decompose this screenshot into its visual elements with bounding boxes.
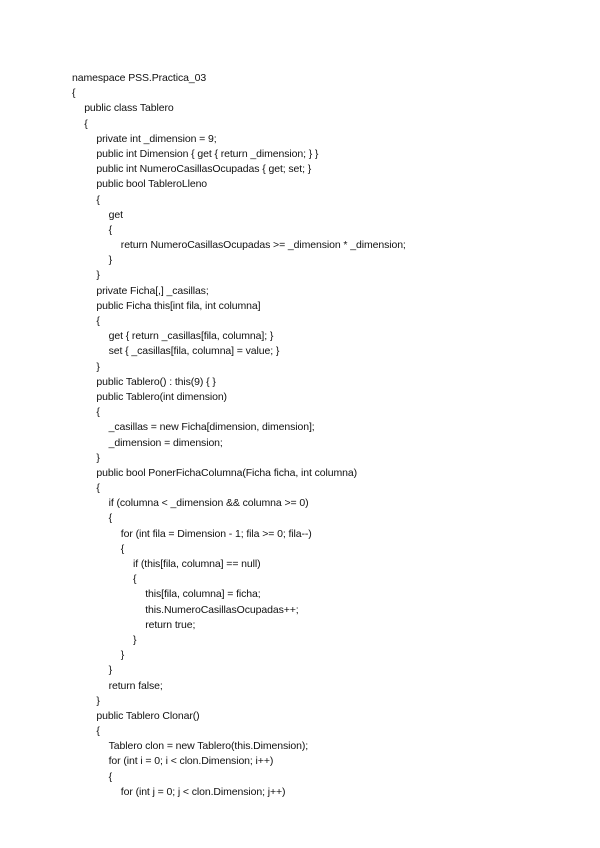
code-line: private int _dimension = 9;	[96, 132, 217, 145]
code-line: Tablero clon = new Tablero(this.Dimension);	[108, 740, 309, 753]
code-line: public int Dimension { get { return _dimension; } }	[96, 147, 319, 160]
code-line: this.NumeroCasillasOcupadas++;	[145, 603, 299, 616]
code-line: _dimension = dimension;	[108, 436, 223, 449]
code-line: return false;	[108, 679, 163, 692]
code-line: public int NumeroCasillasOcupadas { get; set; }	[96, 163, 312, 176]
code-line: {	[96, 482, 100, 495]
code-line: if (this[fila, columna] == null)	[133, 558, 261, 570]
code-line: {	[108, 770, 113, 783]
code-line: {	[133, 573, 137, 586]
code-line: {	[96, 193, 100, 206]
code-line: {	[108, 223, 113, 236]
code-line: }	[108, 254, 113, 267]
code-line: {	[96, 406, 100, 419]
code-line: if (columna < _dimension && columna >= 0)	[108, 497, 309, 510]
code-line: get { return _casillas[fila, columna]; }	[108, 330, 274, 343]
code-line: for (int j = 0; j < clon.Dimension; j++)	[120, 785, 286, 798]
code-line: public class Tablero	[84, 102, 174, 115]
code-line: {	[72, 87, 76, 100]
code-line: public bool PonerFichaColumna(Ficha ficha, int columna)	[96, 466, 358, 479]
code-line: }	[96, 269, 100, 282]
code-line: return NumeroCasillasOcupadas >= _dimension * _dimension;	[120, 239, 406, 252]
code-line: private Ficha[,] _casillas;	[96, 284, 209, 297]
code-listing	[72, 71, 592, 800]
code-line: public Tablero(int dimension)	[96, 390, 227, 403]
code-line: }	[133, 633, 137, 646]
code-line: this[fila, columna] = ficha;	[145, 588, 261, 601]
code-line: {	[84, 117, 88, 130]
code-line: }	[120, 649, 125, 662]
code-line: public bool TableroLleno	[96, 178, 208, 191]
code-line: _casillas = new Ficha[dimension, dimension];	[108, 421, 315, 434]
code-line: {	[120, 542, 125, 555]
code-line: public Ficha this[int fila, int columna]	[96, 299, 261, 312]
code-line: for (int i = 0; i < clon.Dimension; i++)	[108, 755, 274, 768]
code-line: }	[96, 360, 100, 373]
code-line: {	[96, 315, 100, 327]
code-line: public Tablero() : this(9) { }	[96, 375, 216, 388]
code-line: return true;	[145, 618, 196, 631]
code-line: {	[108, 512, 113, 525]
code-line: set { _casillas[fila, columna] = value; }	[108, 345, 280, 358]
code-line: public Tablero Clonar()	[96, 709, 200, 722]
code-line: {	[96, 725, 100, 738]
code-line: }	[108, 664, 113, 677]
code-line: }	[96, 451, 100, 464]
code-line: namespace PSS.Practica_03	[72, 72, 207, 84]
code-line: get	[108, 208, 123, 221]
code-line: for (int fila = Dimension - 1; fila >= 0; fila--)	[120, 527, 312, 540]
code-line: }	[96, 694, 100, 707]
